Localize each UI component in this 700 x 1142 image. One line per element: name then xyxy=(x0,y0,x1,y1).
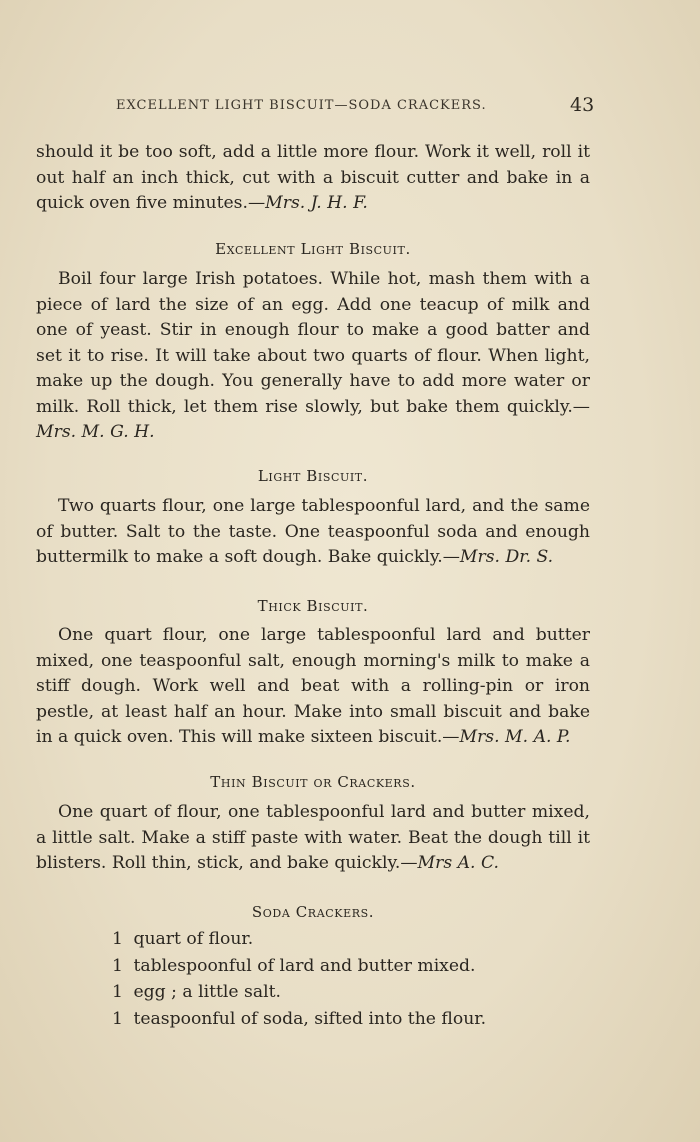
ingredient-quantity: 1 xyxy=(112,929,123,949)
recipe-text: One quart flour, one large tablespoonful lard and butter mixed, one teaspoonful salt, enough morning's milk to make a stiff dough. Work well and beat with a rolling-pin or iron pestle, at least half an hour. Make into small biscuit and bake in a quick oven. This will make sixteen biscuit.— xyxy=(36,625,590,747)
ingredient-text: quart of flour. xyxy=(133,929,254,949)
ingredient-quantity: 1 xyxy=(112,982,123,1002)
ingredient-text: teaspoonful of soda, sifted into the flour. xyxy=(133,1008,487,1029)
ingredient-item xyxy=(112,926,542,953)
recipe-signature: Mrs A. C. xyxy=(417,853,499,873)
ingredient-item xyxy=(112,979,542,1006)
recipe-body xyxy=(36,494,590,571)
ingredient-text: tablespoonful of lard and butter mixed. xyxy=(133,955,476,976)
intro-signature: Mrs. J. H. F. xyxy=(265,193,368,213)
recipe-text: One quart of flour, one tablespoonful lard and butter mixed, a little salt. Make a stiff paste with water. Beat the dough till it blisters. Roll thin, stick, and bake quickly.— xyxy=(36,802,590,873)
recipe-body xyxy=(36,267,590,446)
recipe-text: Two quarts flour, one large tablespoonful lard, and the same of butter. Salt to the taste. One teaspoonful soda and enough buttermilk to make a soft dough. Bake quickly.— xyxy=(36,496,590,567)
ingredient-item xyxy=(112,953,542,980)
ingredient-quantity: 1 xyxy=(112,1008,123,1029)
recipe-signature: Mrs. Dr. S. xyxy=(459,547,554,567)
running-head: EXCELLENT LIGHT BISCUIT—SODA CRACKERS. xyxy=(116,98,487,113)
ingredient-item xyxy=(112,1006,542,1033)
ingredient-list xyxy=(112,926,542,1032)
recipe-text: Boil four large Irish potatoes. While hot, mash them with a piece of lard the size of an egg. Add one teacup of milk and one of yeast. Stir in enough flour to make a good batter and set it to rise. It will take about two quarts of flour. When light, make up the dough. You generally have to add more water or milk. Roll thick, let them rise slowly, but bake them quickly.— xyxy=(36,269,590,417)
recipe-title: Excellent Light Biscuit. xyxy=(215,240,411,258)
recipe-title: Soda Crackers. xyxy=(251,903,375,921)
recipe-title: Thin Biscuit or Crackers. xyxy=(210,773,416,791)
recipe-body xyxy=(36,800,590,877)
intro-text: should it be too soft, add a little more flour. Work it well, roll it out half an inch thick, cut with a biscuit cutter and bake in a quick oven five minutes.— xyxy=(36,142,590,213)
recipe-signature: Mrs. M. G. H. xyxy=(36,422,155,442)
recipe-body xyxy=(36,623,590,751)
recipe-title: Light Biscuit. xyxy=(257,467,369,485)
intro-paragraph xyxy=(36,140,590,217)
ingredient-quantity: 1 xyxy=(112,955,123,976)
ingredient-text: egg ; a little salt. xyxy=(133,982,281,1002)
recipe-signature: Mrs. M. A. P. xyxy=(459,727,571,747)
recipe-title: Thick Biscuit. xyxy=(257,597,369,615)
page-number: 43 xyxy=(570,94,595,116)
